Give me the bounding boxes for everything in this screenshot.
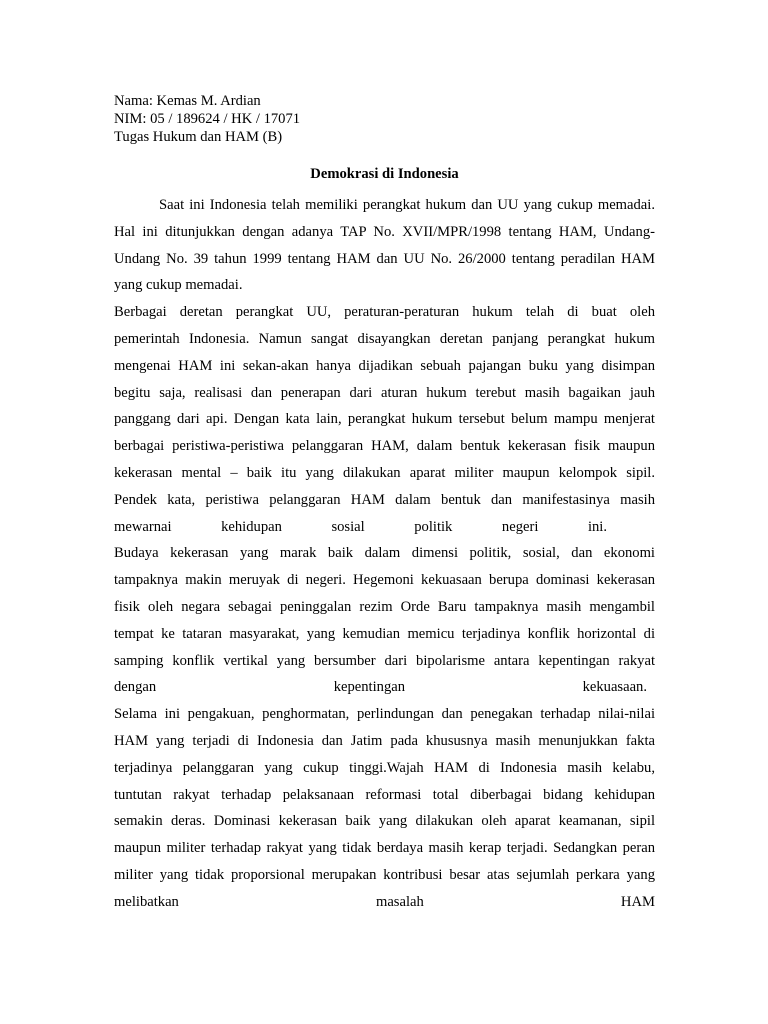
body-line: mengenai HAM ini sekan-akan hanya dijadikan sebuah pajangan buku yang disimpan — [114, 357, 655, 374]
body-line: terjadinya pelanggaran yang cukup tinggi.Wajah HAM di Indonesia masih kelabu, — [114, 759, 655, 776]
body-line: begitu saja, realisasi dan penerapan dari aturan hukum terebut masih bagaikan jauh — [114, 384, 655, 401]
body-line: samping konflik vertikal yang bersumber dari bipolarisme antara kepentingan rakyat — [114, 652, 655, 669]
body-line: mewarnai kehidupan sosial politik negeri ini. — [114, 518, 607, 535]
body-line: dengan kepentingan kekuasaan. — [114, 679, 647, 696]
document-page — [114, 92, 655, 916]
body-line: Budaya kekerasan yang marak baik dalam dimensi politik, sosial, dan ekonomi — [114, 545, 655, 562]
body-line: pemerintah Indonesia. Namun sangat disayangkan deretan panjang perangkat hukum — [114, 330, 655, 347]
body-line: tampaknya makin meruyak di negeri. Hegemoni kekuasaan berupa dominasi kekerasan — [114, 572, 655, 589]
body-line: HAM yang terjadi di Indonesia dan Jatim pada khususnya masih menunjukkan fakta — [114, 732, 655, 749]
body-line: Berbagai deretan perangkat UU, peraturan-peraturan hukum telah di buat oleh — [114, 304, 655, 321]
body-line: panggang dari api. Dengan kata lain, perangkat hukum tersebut belum mampu menjerat — [114, 411, 655, 428]
student-id-line: NIM: 05 / 189624 / HK / 17071 — [114, 111, 301, 127]
document-body — [114, 192, 655, 916]
assignment-line: Tugas Hukum dan HAM (B) — [114, 129, 283, 145]
document-title: Demokrasi di Indonesia — [310, 166, 459, 182]
body-line: tempat ke tataran masyarakat, yang kemudian memicu terjadinya konflik horizontal di — [114, 625, 655, 642]
body-line: militer yang tidak proporsional merupakan kontribusi besar atas sejumlah perkara yang — [114, 866, 655, 883]
body-line: Saat ini Indonesia telah memiliki perangkat hukum dan UU yang cukup memadai. — [159, 197, 655, 213]
body-line: melibatkan masalah HAM — [114, 893, 655, 910]
body-line: Undang No. 39 tahun 1999 tentang HAM dan UU No. 26/2000 tentang peradilan HAM — [114, 250, 655, 267]
author-name-line: Nama: Kemas M. Ardian — [114, 93, 261, 109]
body-line: berbagai peristiwa-peristiwa pelanggaran HAM, dalam bentuk kekerasan fisik maupun — [114, 438, 655, 455]
body-line: kekerasan mental – baik itu yang dilakukan aparat militer maupun kelompok sipil. — [114, 464, 655, 481]
body-line: yang cukup memadai. — [114, 277, 243, 294]
body-line: maupun militer terhadap rakyat yang tidak berdaya masih kerap terjadi. Sedangkan peran — [114, 840, 655, 857]
body-line: tuntutan rakyat terhadap pelaksanaan reformasi total diberbagai bidang kehidupan — [114, 786, 655, 803]
body-line: Selama ini pengakuan, penghormatan, perlindungan dan penegakan terhadap nilai-nilai — [114, 706, 655, 723]
body-line: Hal ini ditunjukkan dengan adanya TAP No. XVII/MPR/1998 tentang HAM, Undang- — [114, 223, 655, 240]
body-line: Pendek kata, peristiwa pelanggaran HAM dalam bentuk dan manifestasinya masih — [114, 491, 655, 508]
body-line: semakin deras. Dominasi kekerasan baik yang dilakukan oleh aparat keamanan, sipil — [114, 813, 655, 830]
body-line: fisik oleh negara sebagai peninggalan rezim Orde Baru tampaknya masih mengambil — [114, 598, 655, 615]
